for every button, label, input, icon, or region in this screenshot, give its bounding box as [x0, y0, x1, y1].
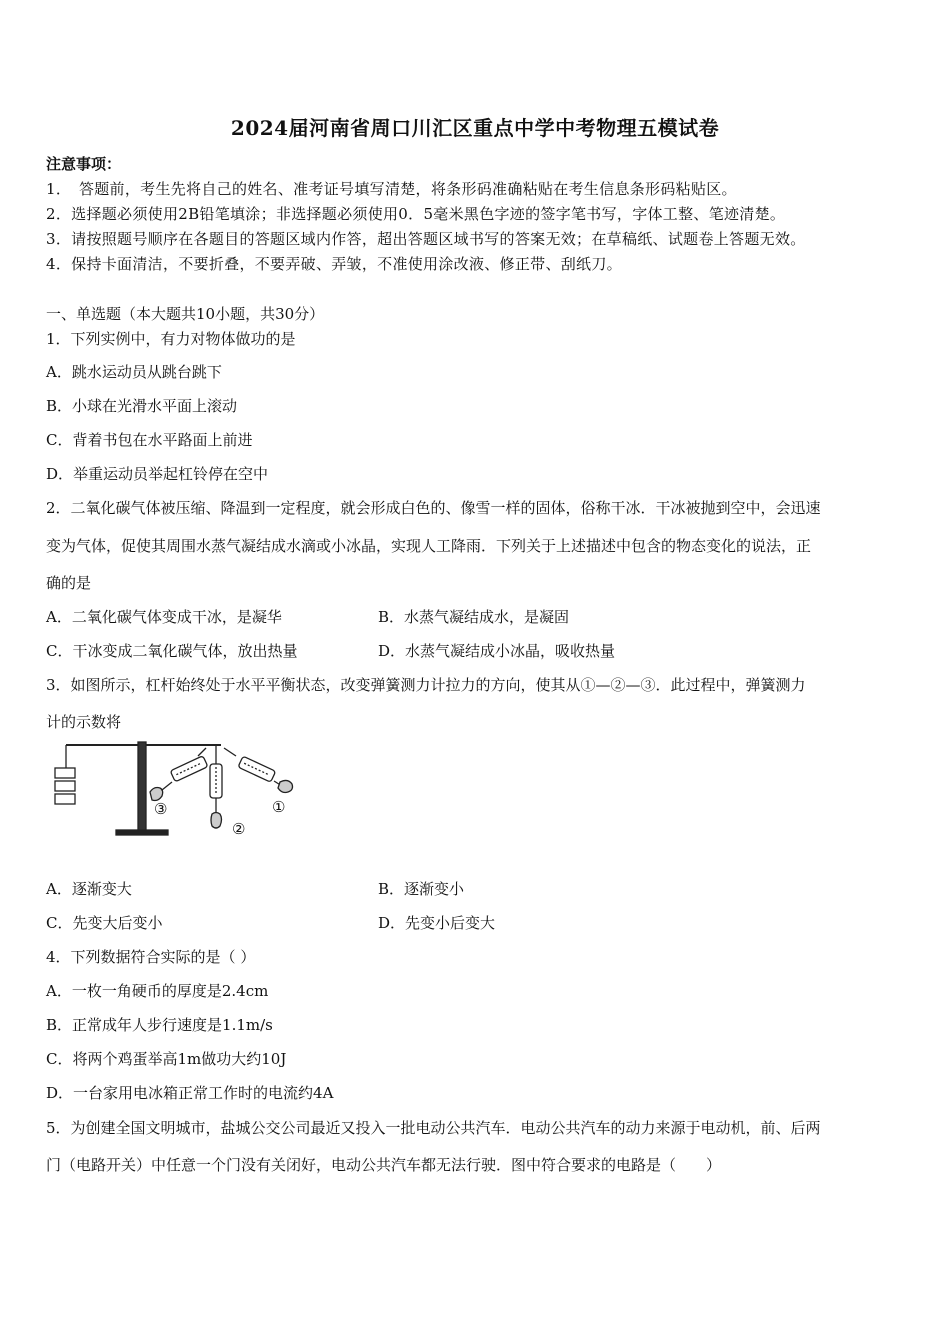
- question-5-stem: 门（电路开关）中任意一个门没有关闭好，电动公共汽车都无法行驶．图中符合要求的电路是（ ）: [46, 1156, 722, 1174]
- q1-option-b: B．小球在光滑水平面上滚动: [46, 397, 238, 415]
- figure-label-1: ①: [272, 798, 286, 816]
- q3-option-d: D．先变小后变大: [378, 914, 496, 932]
- question-3-stem: 计的示数将: [46, 713, 122, 731]
- notice-item: 3．请按照题号顺序在各题目的答题区域内作答，超出答题区域书写的答案无效；在草稿纸、试题卷上答题无效。: [46, 230, 806, 248]
- page-title: 2024届河南省周口川汇区重点中学中考物理五模试卷: [230, 116, 720, 140]
- notice-item: 1． 答题前，考生先将自己的姓名、准考证号填写清楚，将条形码准确粘贴在考生信息条形码粘贴区。: [46, 180, 737, 198]
- q1-option-a: A．跳水运动员从跳台跳下: [46, 363, 222, 381]
- q3-option-a: A．逐渐变大: [46, 880, 132, 898]
- q3-option-c: C．先变大后变小: [46, 914, 163, 932]
- q4-option-c: C．将两个鸡蛋举高1m做功大约10J: [46, 1050, 287, 1068]
- q2-option-a: A．二氧化碳气体变成干冰，是凝华: [46, 608, 282, 626]
- q4-option-d: D．一台家用电冰箱正常工作时的电流约4A: [46, 1084, 334, 1102]
- figure-label-3: ③: [154, 800, 168, 818]
- question-2-stem: 确的是: [46, 574, 92, 592]
- notice-item: 2．选择题必须使用2B铅笔填涂；非选择题必须使用0．5毫米黑色字迹的签字笔书写，字体工整、笔迹清楚。: [46, 205, 786, 223]
- question-5-stem: 5．为创建全国文明城市，盐城公交公司最近又投入一批电动公共汽车．电动公共汽车的动力来源于电动机，前、后两: [46, 1119, 821, 1137]
- question-2-stem: 变为气体，促使其周围水蒸气凝结成水滴或小冰晶，实现人工降雨．下列关于上述描述中包含的物态变化的说法，正: [46, 537, 812, 555]
- notice-heading: 注意事项：: [46, 155, 122, 173]
- question-1-stem: 1．下列实例中，有力对物体做功的是: [46, 330, 296, 348]
- q4-option-a: A．一枚一角硬币的厚度是2.4cm: [46, 982, 269, 1000]
- question-2-stem: 2．二氧化碳气体被压缩、降温到一定程度，就会形成白色的、像雪一样的固体，俗称干冰．干冰被抛到空中，会迅速: [46, 499, 821, 517]
- q3-option-b: B．逐渐变小: [378, 880, 465, 898]
- question-3-stem: 3．如图所示，杠杆始终处于水平平衡状态，改变弹簧测力计拉力的方向，使其从①—②—③．此过程中，弹簧测力: [46, 676, 806, 694]
- q1-option-c: C．背着书包在水平路面上前进: [46, 431, 253, 449]
- notice-item: 4．保持卡面清洁，不要折叠，不要弄破、弄皱，不准使用涂改液、修正带、刮纸刀。: [46, 255, 622, 273]
- lever-figure: [46, 736, 306, 846]
- q2-option-c: C．干冰变成二氧化碳气体，放出热量: [46, 642, 298, 660]
- figure-label-2: ②: [232, 820, 246, 838]
- question-4-stem: 4．下列数据符合实际的是（ ）: [46, 948, 256, 966]
- q2-option-d: D．水蒸气凝结成小冰晶，吸收热量: [378, 642, 616, 660]
- q4-option-b: B．正常成年人步行速度是1.1m/s: [46, 1016, 273, 1034]
- section-heading: 一、单选题（本大题共10小题，共30分）: [46, 305, 325, 323]
- q2-option-b: B．水蒸气凝结成水，是凝固: [378, 608, 570, 626]
- q1-option-d: D．举重运动员举起杠铃停在空中: [46, 465, 269, 483]
